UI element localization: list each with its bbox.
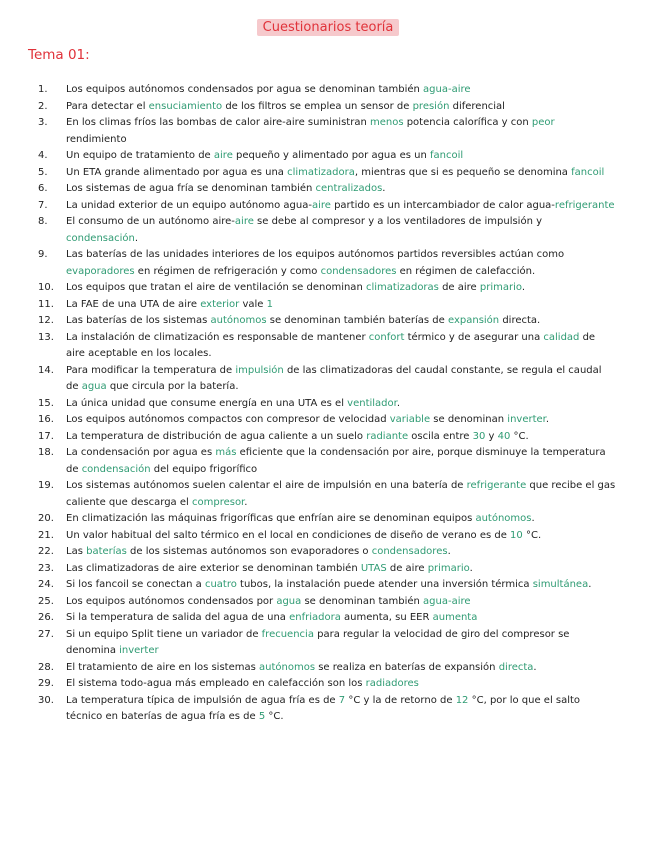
item-number: 30. bbox=[38, 694, 54, 706]
highlighted-term: agua-aire bbox=[423, 595, 471, 607]
item-text: Los equipos autónomos condensados por bbox=[66, 595, 277, 607]
item-number: 20. bbox=[38, 513, 54, 524]
highlighted-term: frecuencia bbox=[261, 628, 314, 640]
item-number: 28. bbox=[38, 661, 54, 673]
list-item bbox=[0, 181, 616, 198]
highlighted-term: 10 bbox=[510, 529, 523, 541]
item-text: se denominan también bbox=[301, 595, 424, 607]
highlighted-term: aire bbox=[234, 216, 254, 227]
item-number: 17. bbox=[38, 430, 54, 442]
item-text: La temperatura típica de impulsión de agua fría es de bbox=[66, 694, 339, 706]
item-text: de las climatizadoras del caudal constante, se regula el caudal de bbox=[66, 364, 602, 392]
item-text: se debe al compresor y a los ventiladores de impulsión y bbox=[253, 216, 543, 227]
item-text: Las bbox=[66, 546, 87, 557]
highlighted-term: presión bbox=[412, 100, 450, 112]
item-text: La FAE de una UTA de aire bbox=[66, 298, 201, 310]
highlighted-term: centralizados bbox=[315, 183, 383, 194]
item-text: . bbox=[447, 546, 451, 557]
item-text: vale bbox=[239, 298, 267, 310]
item-text: potencia calorífica y con bbox=[403, 117, 532, 128]
list-item bbox=[0, 676, 616, 693]
item-text: Los sistemas autónomos suelen calentar el aire de impulsión en una batería de bbox=[66, 480, 467, 491]
item-text: En climatización las máquinas frigoríficas que enfrían aire se denominan equipos bbox=[66, 513, 476, 524]
item-number: 12. bbox=[38, 315, 54, 326]
item-number: 27. bbox=[38, 628, 54, 640]
item-number: 15. bbox=[38, 397, 54, 409]
item-number: 16. bbox=[38, 414, 54, 425]
item-text: Si la temperatura de salida del agua de una bbox=[66, 612, 290, 623]
item-number: 13. bbox=[38, 331, 54, 343]
list-item bbox=[0, 82, 616, 99]
highlighted-term: expansión bbox=[447, 315, 500, 326]
highlighted-term: aumenta bbox=[432, 612, 478, 623]
highlighted-term: agua-aire bbox=[423, 84, 471, 95]
section-heading: Tema 01: bbox=[28, 47, 90, 63]
item-text: °C, por lo que el salto técnico en baterías de agua fría es de bbox=[66, 694, 581, 722]
item-number: 26. bbox=[38, 612, 54, 623]
highlighted-term: cuatro bbox=[204, 579, 237, 590]
item-text: Las climatizadoras de aire exterior se denominan también bbox=[66, 562, 361, 574]
list-item bbox=[0, 511, 616, 528]
item-number: 4. bbox=[38, 150, 48, 161]
item-text: El tratamiento de aire en los sistemas bbox=[66, 661, 260, 673]
item-number: 22. bbox=[38, 546, 54, 557]
item-text: tubos, la instalación puede atender una inversión térmica bbox=[236, 579, 533, 590]
item-number: 8. bbox=[38, 216, 48, 227]
item-text: eficiente que la condensación por aire, porque disminuye la temperatura de bbox=[66, 447, 606, 475]
item-text: del equipo frigorífico bbox=[150, 463, 258, 475]
highlighted-term: condensadores bbox=[371, 546, 448, 557]
highlighted-term: autónomos bbox=[259, 661, 316, 673]
item-number: 7. bbox=[38, 199, 48, 211]
item-number: 21. bbox=[38, 529, 54, 541]
list-item bbox=[0, 396, 616, 413]
list-item bbox=[0, 99, 616, 116]
highlighted-term: fancoil bbox=[429, 150, 464, 161]
highlighted-term: climatizadoras bbox=[365, 282, 439, 293]
list-item bbox=[0, 544, 616, 561]
list-item bbox=[0, 610, 616, 627]
highlighted-term: compresor bbox=[191, 496, 245, 508]
item-text: aumenta, su EER bbox=[340, 612, 433, 623]
item-text: . bbox=[469, 562, 473, 574]
item-text: diferencial bbox=[449, 100, 505, 112]
highlighted-term: inverter bbox=[507, 414, 546, 425]
list-item bbox=[0, 363, 616, 396]
item-text: . bbox=[382, 183, 386, 194]
highlighted-term: baterías bbox=[86, 546, 127, 557]
item-text: Si un equipo Split tiene un variador de bbox=[66, 628, 262, 640]
item-text: En los climas fríos las bombas de calor aire-aire suministran bbox=[66, 117, 370, 128]
item-number: 2. bbox=[38, 100, 48, 112]
list-item bbox=[0, 627, 616, 660]
list-item bbox=[0, 445, 616, 478]
list-item bbox=[0, 478, 616, 511]
item-text: El sistema todo-agua más empleado en calefacción son los bbox=[66, 678, 366, 689]
highlighted-term: primario bbox=[479, 282, 522, 293]
highlighted-term: agua bbox=[81, 381, 107, 392]
list-item bbox=[0, 594, 616, 611]
item-text: Los equipos que tratan el aire de ventilación se denominan bbox=[66, 282, 366, 293]
highlighted-term: aire bbox=[311, 199, 331, 211]
item-number: 23. bbox=[38, 562, 54, 574]
item-text: rendimiento bbox=[66, 133, 127, 145]
list-item bbox=[0, 313, 616, 330]
highlighted-term: impulsión bbox=[235, 364, 284, 376]
item-text: de los filtros se emplea un sensor de bbox=[222, 100, 413, 112]
highlighted-term: climatizadora bbox=[287, 166, 355, 178]
item-text: La temperatura de distribución de agua caliente a un suelo bbox=[66, 430, 367, 442]
item-text: en régimen de refrigeración y como bbox=[134, 265, 321, 277]
highlighted-term: 7 bbox=[338, 694, 346, 706]
item-text: . bbox=[521, 282, 526, 293]
list-item bbox=[0, 148, 616, 165]
item-number: 6. bbox=[38, 183, 48, 194]
item-text: La condensación por agua es bbox=[66, 447, 216, 458]
item-number: 25. bbox=[38, 595, 54, 607]
highlighted-term: inverter bbox=[119, 645, 159, 656]
list-item bbox=[0, 165, 616, 182]
item-number: 24. bbox=[38, 579, 54, 590]
item-text: °C. bbox=[265, 711, 284, 722]
item-text: . bbox=[588, 579, 592, 590]
highlighted-term: directa bbox=[498, 661, 534, 673]
highlighted-term: 5 bbox=[258, 711, 266, 722]
highlighted-term: agua bbox=[276, 595, 302, 607]
highlighted-term: fancoil bbox=[571, 166, 605, 178]
highlighted-term: más bbox=[215, 447, 237, 458]
item-text: de aire bbox=[386, 562, 428, 574]
list-item bbox=[0, 198, 616, 215]
list-item bbox=[0, 429, 616, 446]
highlighted-term: UTAS bbox=[360, 562, 387, 574]
item-text: para regular la velocidad de giro del compresor se denomina bbox=[66, 628, 570, 656]
item-number: 1. bbox=[38, 84, 48, 95]
highlighted-term: confort bbox=[368, 331, 405, 343]
item-text: en régimen de calefacción. bbox=[396, 265, 536, 277]
highlighted-term: enfriadora bbox=[289, 612, 341, 623]
item-text: . bbox=[396, 397, 401, 409]
highlighted-term: exterior bbox=[200, 298, 240, 310]
highlighted-term: condensación bbox=[81, 463, 151, 475]
highlighted-term: refrigerante bbox=[554, 199, 615, 211]
highlighted-term: condensadores bbox=[320, 265, 397, 277]
item-text: . bbox=[244, 496, 248, 508]
item-text: se denominan también baterías de bbox=[266, 315, 448, 326]
item-text: Los equipos autónomos compactos con compresor de velocidad bbox=[66, 414, 390, 425]
item-text: Las baterías de las unidades interiores de los equipos autónomos partidos reversibles actúan como bbox=[66, 249, 565, 260]
item-number: 3. bbox=[38, 117, 48, 128]
item-text: que recibe el gas caliente que descarga el bbox=[66, 480, 616, 508]
item-text: Para modificar la temperatura de bbox=[66, 364, 236, 376]
list-item bbox=[0, 115, 616, 148]
item-text: °C y la de retorno de bbox=[345, 694, 456, 706]
item-text: Los equipos autónomos condensados por agua se denominan también bbox=[66, 84, 424, 95]
list-item bbox=[0, 280, 616, 297]
highlighted-term: radiante bbox=[366, 430, 409, 442]
item-text: que circula por la batería. bbox=[106, 381, 239, 392]
list-item bbox=[0, 247, 616, 280]
item-text: Un equipo de tratamiento de bbox=[66, 150, 214, 161]
highlighted-term: aire bbox=[213, 150, 233, 161]
highlighted-term: calidad bbox=[543, 331, 580, 343]
item-text: La unidad exterior de un equipo autónomo agua- bbox=[66, 199, 312, 211]
list-item bbox=[0, 561, 616, 578]
item-text: °C. bbox=[510, 430, 529, 442]
list-item bbox=[0, 330, 616, 363]
item-number: 9. bbox=[38, 249, 48, 260]
highlighted-term: 1 bbox=[266, 298, 274, 310]
question-list bbox=[0, 82, 616, 726]
item-text: El consumo de un autónomo aire- bbox=[66, 216, 235, 227]
document-title-bar bbox=[0, 16, 656, 36]
highlighted-term: peor bbox=[531, 117, 555, 128]
item-number: 29. bbox=[38, 678, 54, 689]
item-text: °C. bbox=[522, 529, 542, 541]
highlighted-term: 12 bbox=[455, 694, 469, 706]
item-text: y bbox=[485, 430, 498, 442]
highlighted-term: autónomos bbox=[210, 315, 267, 326]
highlighted-term: refrigerante bbox=[466, 480, 527, 491]
item-text: de aire bbox=[438, 282, 480, 293]
item-text: Para detectar el bbox=[66, 100, 149, 112]
item-text: térmico y de asegurar una bbox=[404, 331, 544, 343]
item-number: 11. bbox=[38, 298, 54, 310]
item-text: . bbox=[533, 661, 537, 673]
item-text: se denominan bbox=[430, 414, 508, 425]
item-text: Los sistemas de agua fría se denominan también bbox=[66, 183, 316, 194]
item-number: 19. bbox=[38, 480, 54, 491]
highlighted-term: menos bbox=[369, 117, 404, 128]
highlighted-term: ensuciamiento bbox=[148, 100, 223, 112]
item-number: 5. bbox=[38, 166, 48, 178]
document-title: Cuestionarios teoría bbox=[257, 19, 400, 36]
highlighted-term: autónomos bbox=[475, 513, 532, 524]
list-item bbox=[0, 660, 616, 677]
highlighted-term: variable bbox=[389, 414, 431, 425]
item-text: Las baterías de los sistemas bbox=[66, 315, 211, 326]
item-text: se realiza en baterías de expansión bbox=[315, 661, 499, 673]
item-text: Un valor habitual del salto térmico en el local en condiciones de diseño de verano es de bbox=[66, 529, 511, 541]
item-text: . bbox=[545, 414, 550, 425]
list-item bbox=[0, 693, 616, 726]
item-text: . bbox=[531, 513, 535, 524]
highlighted-term: condensación bbox=[66, 232, 135, 244]
highlighted-term: 40 bbox=[497, 430, 511, 442]
item-text: pequeño y alimentado por agua es un bbox=[232, 150, 430, 161]
item-text: . bbox=[134, 232, 139, 244]
highlighted-term: simultánea bbox=[532, 579, 589, 590]
highlighted-term: primario bbox=[427, 562, 470, 574]
highlighted-term: evaporadores bbox=[66, 265, 135, 277]
highlighted-term: ventilador bbox=[347, 397, 397, 409]
item-text: , mientras que si es pequeño se denomina bbox=[354, 166, 572, 178]
list-item bbox=[0, 214, 616, 247]
item-number: 14. bbox=[38, 364, 54, 376]
item-number: 18. bbox=[38, 447, 54, 458]
item-text: de los sistemas autónomos son evaporadores o bbox=[126, 546, 372, 557]
item-text: oscila entre bbox=[408, 430, 473, 442]
highlighted-term: 30 bbox=[472, 430, 486, 442]
item-text: La instalación de climatización es responsable de mantener bbox=[66, 331, 369, 343]
item-text: partido es un intercambiador de calor agua- bbox=[330, 199, 555, 211]
item-text: directa. bbox=[499, 315, 541, 326]
highlighted-term: radiadores bbox=[365, 678, 419, 689]
item-text: Un ETA grande alimentado por agua es una bbox=[66, 166, 288, 178]
list-item bbox=[0, 297, 616, 314]
item-text: La única unidad que consume energía en una UTA es el bbox=[66, 397, 348, 409]
item-text: de aire aceptable en los locales. bbox=[66, 331, 596, 359]
item-text: Si los fancoil se conectan a bbox=[66, 579, 205, 590]
item-number: 10. bbox=[38, 282, 54, 293]
list-item bbox=[0, 577, 616, 594]
list-item bbox=[0, 528, 616, 545]
list-item bbox=[0, 412, 616, 429]
